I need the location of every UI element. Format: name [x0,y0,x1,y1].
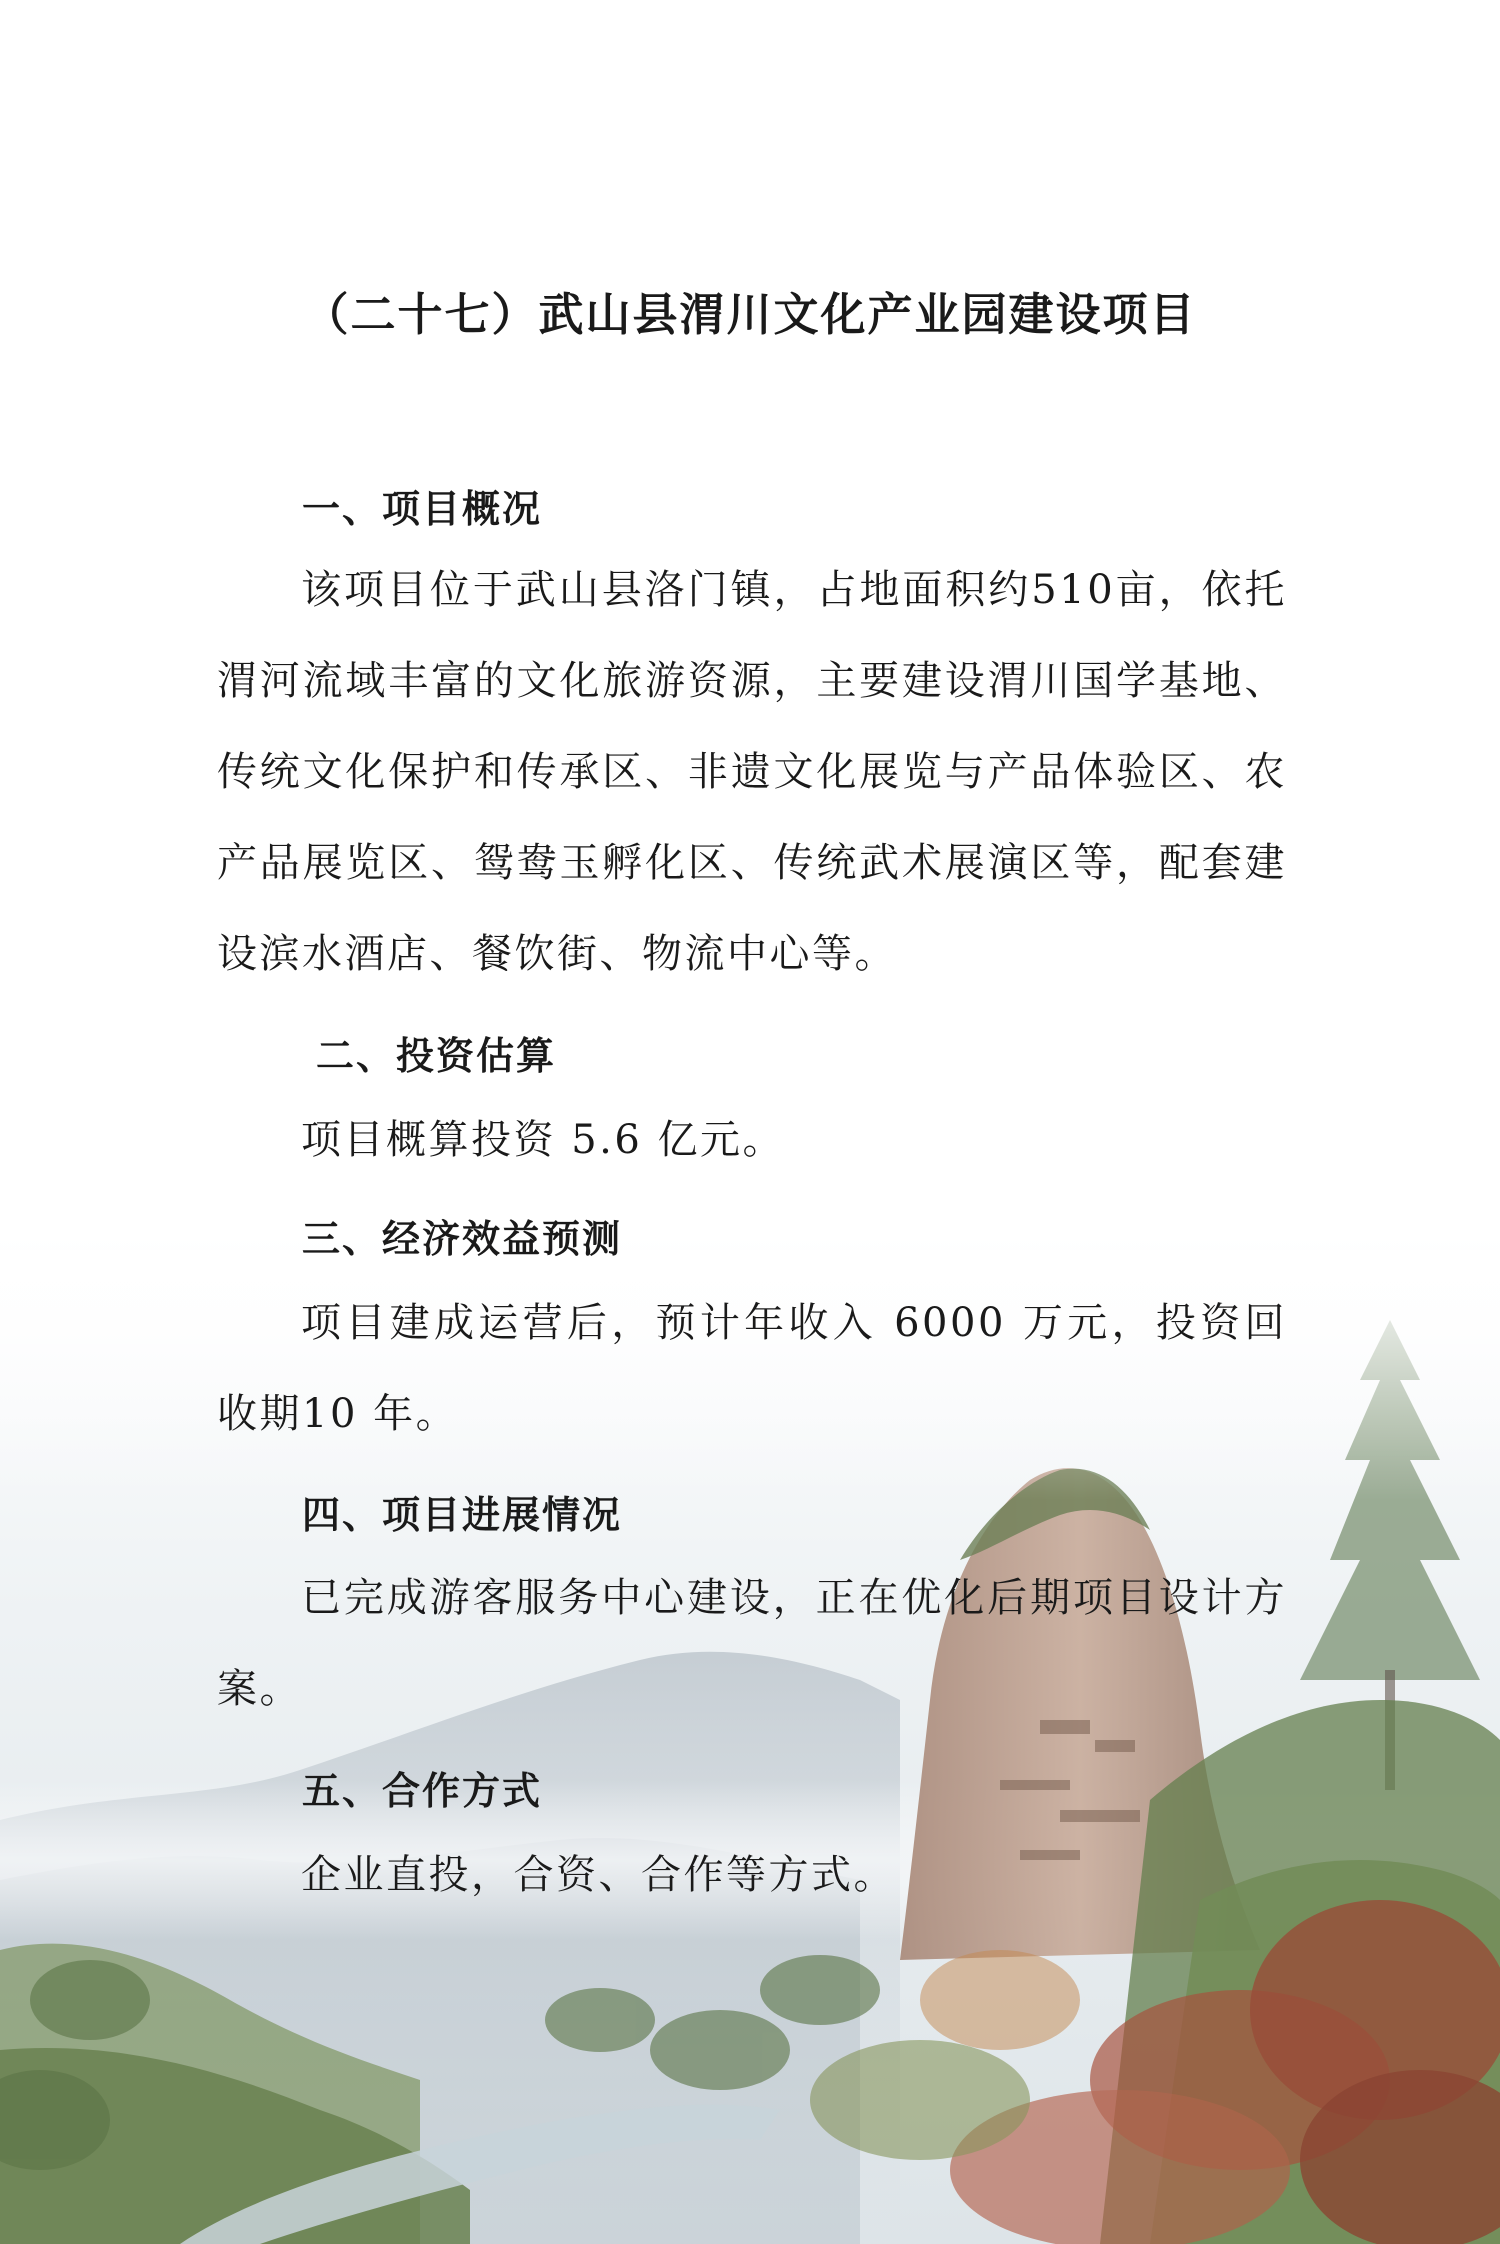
section-body-overview: 该项目位于武山县洛门镇，占地面积约510亩，依托渭河流域丰富的文化旅游资源，主要建设渭川国学基地、传统文化保护和传承区、非遗文化展览与产品体验区、农产品展览区、鸳鸯玉孵化区、传统武术展演区等，配套建设滨水酒店、餐饮街、物流中心等。 [217,567,1287,977]
section-heading-economic-forecast: 三、经济效益预测 [302,1217,623,1261]
page-title: （二十七）武山县渭川文化产业园建设项目 [303,288,1197,341]
section-heading-progress: 四、项目进展情况 [302,1493,623,1537]
section-heading-investment: 二、投资估算 [316,1034,557,1078]
section-heading-overview: 一、项目概况 [302,487,543,531]
section-body-investment: 项目概算投资 5.6 亿元。 [301,1117,786,1163]
section-body-progress: 已完成游客服务中心建设，正在优化后期项目设计方案。 [217,1575,1287,1712]
section-body-economic-forecast: 项目建成运营后，预计年收入 6000 万元，投资回收期10 年。 [217,1300,1287,1437]
section-body-cooperation: 企业直投，合资、合作等方式。 [301,1852,896,1898]
section-heading-cooperation: 五、合作方式 [302,1769,543,1813]
